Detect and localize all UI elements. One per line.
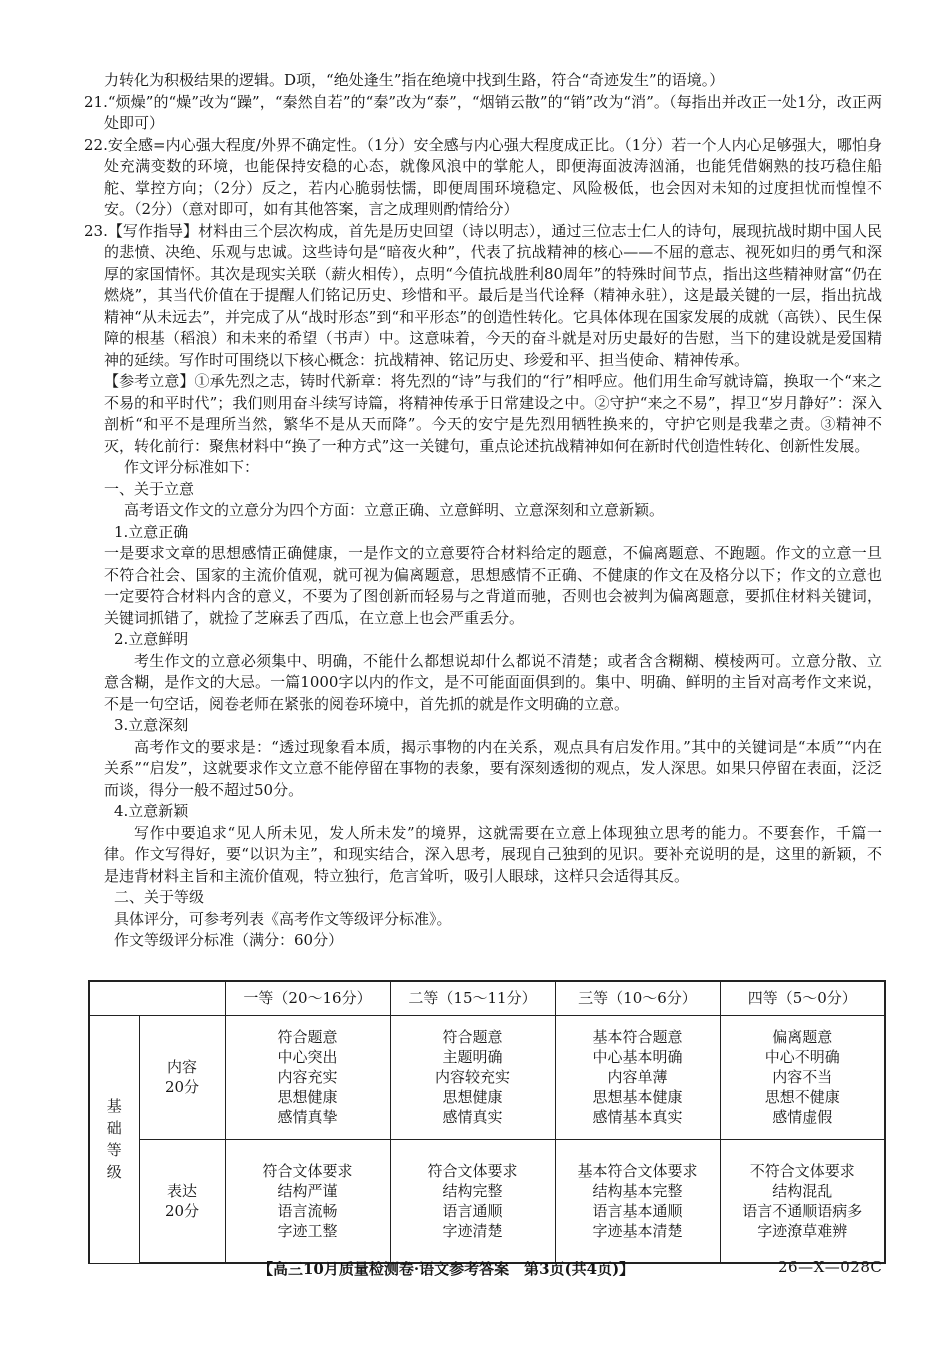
row-label-content: 内容 20分 xyxy=(139,1015,225,1139)
paragraph-deep: 高考作文的要求是：“透过现象看本质，揭示事物的内在关系，观点具有启发作用。”其中的关键词是“本质”“内在关系”“启发”，这就要求作文立意不能停留在事物的表象，要有深刻透彻的观点，发人深思。如果只停留在表面，泛泛而谈，得分一般不超过50分。 xyxy=(104,737,882,799)
subheading-novel: 4.立意新颖 xyxy=(114,802,189,820)
paragraph-correct: 一是要求文章的思想感情正确健康，一是作文的立意要符合材料给定的题意，不偏离题意、不跑题。作文的立意一旦不符合社会、国家的主流价值观，就可视为偏离题意，思想感情不正确、不健康的作文在及格分以下；作文的立意也一定要符合材料内含的意义，不要为了图创新而轻易与之背道而驰，否则也会被判为偏离题意，要抓住材料关键词，关键词抓错了，就捡了芝麻丢了西瓜，在立意上也会严重丢分。 xyxy=(104,544,882,627)
section-2-heading: 二、关于等级 xyxy=(114,888,205,906)
table-row-content xyxy=(89,1015,885,1139)
answer-21: 21.“烦燥”的“燥”改为“躁”，“秦然自若”的“秦”改为“泰”，“烟销云散”的“销”改为“消”。（每指出并改正一处1分，改正两处即可） xyxy=(84,92,882,132)
table-header-row xyxy=(89,981,885,1015)
section-1-heading: 一、关于立意 xyxy=(104,479,195,498)
answer-text xyxy=(84,70,882,952)
subheading-clear: 2.立意鲜明 xyxy=(114,630,189,648)
option-d-explanation: 力转化为积极结果的逻辑。D项，“绝处逢生”指在绝境中找到生路，符合“奇迹发生”的语境。） xyxy=(104,71,725,89)
header-grade-1: 一等（20～16分） xyxy=(225,981,390,1015)
expression-grade-3-cell: 基本符合文体要求 结构基本完整 语言基本通顺 字迹基本清楚 xyxy=(555,1139,720,1263)
subheading-correct: 1.立意正确 xyxy=(114,522,189,541)
content-grade-3-cell: 基本符合题意 中心基本明确 内容单薄 思想基本健康 感情基本真实 xyxy=(555,1015,720,1139)
footer-code: 26—X—028C xyxy=(778,1258,883,1276)
expression-grade-2-cell: 符合文体要求 结构完整 语言通顺 字迹清楚 xyxy=(390,1139,555,1263)
grading-table xyxy=(88,980,886,1264)
paragraph-novel: 写作中要追求“见人所未见，发人所未发”的境界，这就需要在立意上体现独立思考的能力。不要套作，千篇一律。作文写得好，要“以识为主”，和现实结合，深入思考，展现自己独到的见识。要补充说明的是，这里的新颖，不是违背材料主旨和主流价值观，特立独行，危言耸听，吸引人眼球，这样只会适得其反。 xyxy=(104,823,882,885)
paragraph-clear: 考生作文的立意必须集中、明确，不能什么都想说却什么都说不清楚；或者含含糊糊、模棱两可。立意分散、立意含糊，是作文的大忌。一篇1000字以内的作文，是不可能面面俱到的。集中、明确、鲜明的主旨对高考作文来说，不是一句空话，阅卷老师在紧张的阅卷环境中，首先抓的就是作文明确的立意。 xyxy=(104,651,882,713)
subheading-deep: 3.立意深刻 xyxy=(114,716,189,734)
expression-grade-1-cell: 符合文体要求 结构严谨 语言流畅 字迹工整 xyxy=(225,1139,390,1263)
row-label-expression: 表达 20分 xyxy=(139,1139,225,1263)
header-grade-2: 二等（15～11分） xyxy=(390,981,555,1015)
scoring-standard-intro: 作文评分标准如下： xyxy=(124,458,260,476)
table-title: 作文等级评分标准（满分：60分） xyxy=(114,931,344,949)
content-grade-2-cell: 符合题意 主题明确 内容较充实 思想健康 感情真实 xyxy=(390,1015,555,1139)
reference-theme: 【参考立意】①承先烈之志，铸时代新章：将先烈的“诗”与我们的“行”相呼应。他们用生命写就诗篇，换取一个“来之不易的和平时代”；我们则用奋斗续写诗篇，将精神传承于日常建设之中。②守护“来之不易”，捍卫“岁月静好”：深入剖析“和平不是理所当然，繁华不是从天而降”。今天的安宁是先烈用牺牲换来的，守护它则是我辈之责。③精神不灭，转化前行：聚焦材料中“换了一种方式”这一关键句，重点论述抗战精神如何在新时代创造性转化、创新性发展。 xyxy=(104,372,882,455)
section-2-intro: 具体评分，可参考列表《高考作文等级评分标准》。 xyxy=(114,909,452,928)
content-grade-1-cell: 符合题意 中心突出 内容充实 思想健康 感情真挚 xyxy=(225,1015,390,1139)
header-blank-cell xyxy=(89,981,225,1015)
answer-22: 22.安全感=内心强大程度/外界不确定性。（1分）安全感与内心强大程度成正比。（1分）若一个人内心足够强大，哪怕身处充满变数的环境，也能保持安稳的心态，就像风浪中的掌舵人，即便海面波涛汹涌，也能凭借娴熟的技巧稳住船舵、掌控方向；（2分）反之，若内心脆弱怯懦，即便周围环境稳定、风险极低，也会因对未知的过度担忧而惶惶不安。（2分）（意对即可，如有其他答案，言之成理则酌情给分） xyxy=(84,135,882,218)
basic-level-label: 基 础 等 级 xyxy=(89,1015,139,1263)
footer-title: 【高三10月质量检测卷·语文参考答案 第3页(共4页)】 xyxy=(258,1260,635,1278)
content-grade-4-cell: 偏离题意 中心不明确 内容不当 思想不健康 感情虚假 xyxy=(720,1015,885,1139)
answer-23-writing-guide: 23.【写作指导】材料由三个层次构成，首先是历史回望（诗以明志），通过三位志士仁人的诗句，展现抗战时期中国人民的悲愤、决绝、乐观与忠诚。这些诗句是“暗夜火种”，代表了抗战精神的核心——不屈的意志、视死如归的勇气和深厚的家国情怀。其次是现实关联（薪火相传），点明“今值抗战胜利80周年”的特殊时间节点，指出这些精神财富“仍在燃烧”，其当代价值在于提醒人们铭记历史、珍惜和平。最后是当代诠释（精神永驻），这是最关键的一层，指出抗战精神“从未远去”，并完成了从“战时形态”到“和平形态”的创造性转化。它具体体现在国家发展的成就（高铁）、民生保障的根基（稻浪）和未来的希望（书声）中。这意味着，今天的奋斗就是对历史最好的告慰，当下的建设就是爱国精神的延续。写作时可围绕以下核心概念：抗战精神、铭记历史、珍爱和平、担当使命、精神传承。 xyxy=(84,221,882,369)
header-grade-3: 三等（10～6分） xyxy=(555,981,720,1015)
table-row-expression xyxy=(89,1139,885,1263)
section-1-intro: 高考语文作文的立意分为四个方面：立意正确、立意鲜明、立意深刻和立意新颖。 xyxy=(124,501,665,519)
page-footer xyxy=(0,1258,950,1282)
expression-grade-4-cell: 不符合文体要求 结构混乱 语言不通顺语病多 字迹潦草难辨 xyxy=(720,1139,885,1263)
header-grade-4: 四等（5～0分） xyxy=(720,981,885,1015)
